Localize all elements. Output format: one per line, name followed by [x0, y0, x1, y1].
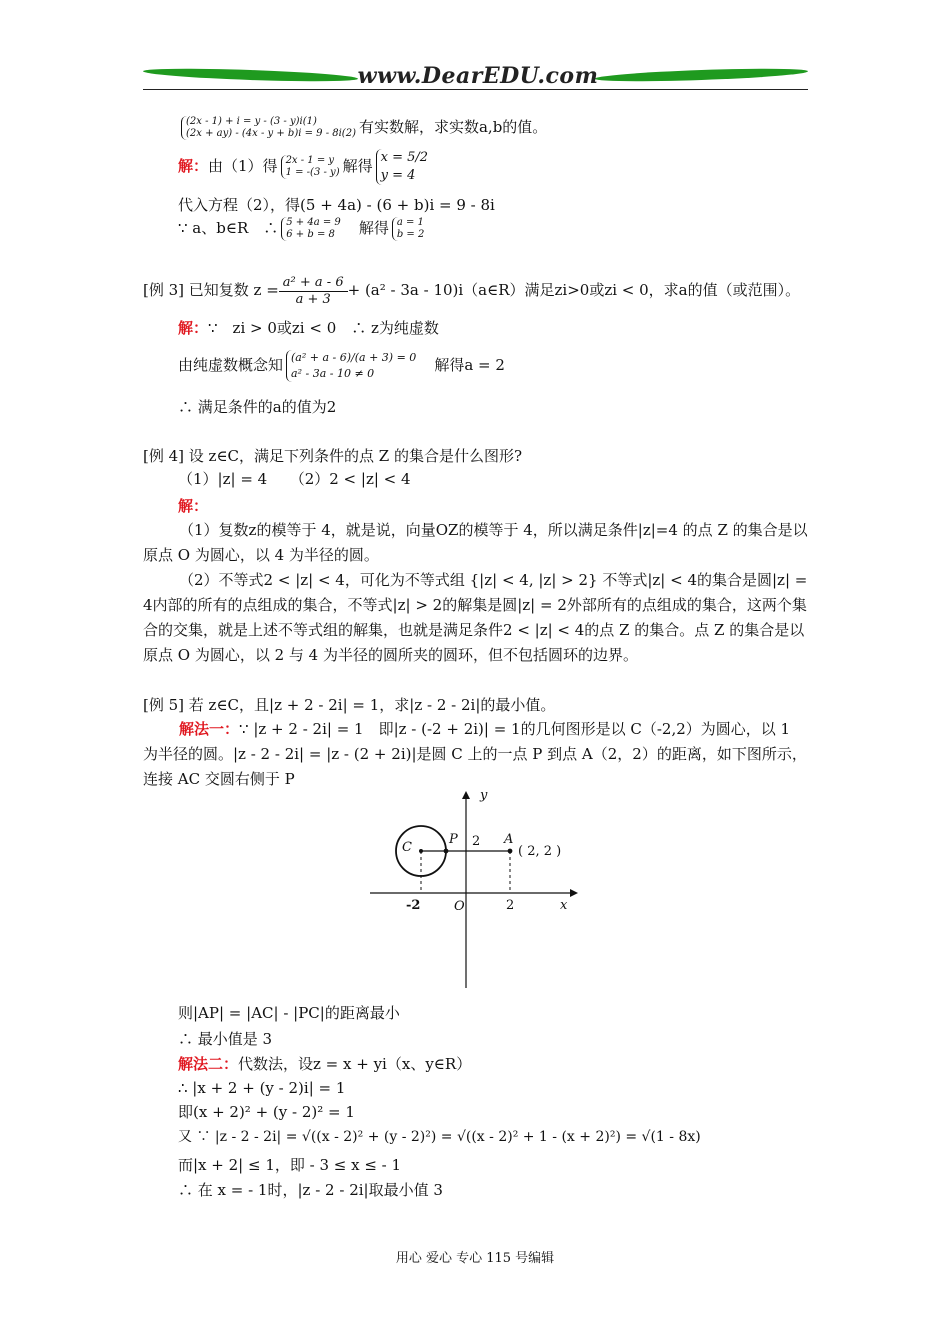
fraction-numerator: a² + a - 6: [279, 275, 348, 292]
example-5-method-2: [178, 1052, 471, 1076]
solution-text: ∵ zi > 0或zi < 0 ∴ z为纯虚数: [208, 319, 439, 337]
x-axis-arrow: [570, 889, 578, 897]
problem-text: 有实数解，求实数a,b的值。: [358, 118, 548, 136]
p-label: P: [449, 832, 458, 847]
y-axis-label: y: [480, 788, 488, 803]
coordinate-figure: [360, 785, 590, 995]
equation-system: [181, 116, 356, 140]
equation-1: (2x - 1) + i = y - (3 - y)i(1): [186, 116, 317, 127]
solution-label: 解：: [178, 319, 209, 337]
page-header: [143, 62, 808, 94]
result-system: [376, 149, 428, 185]
example-5-method-1: [143, 717, 808, 792]
example-3-text: + (a² - 3a - 10)i（a∈R）满足zi>0或zi < 0，求a的值（或范围）。: [347, 281, 801, 299]
result-2: y = 4: [380, 168, 416, 183]
example-4-problem: [例 4] 设 z∈C，满足下列条件的点 Z 的集合是什么图形?: [143, 447, 523, 465]
equation-system: [281, 155, 340, 179]
a-label: A: [504, 832, 514, 847]
origin-label: O: [454, 899, 465, 914]
example-5-min-value: ∴ 最小值是 3: [178, 1030, 273, 1048]
point-p: [444, 849, 449, 854]
result-1: x = 5/2: [380, 150, 429, 165]
example-3-problem: [143, 268, 800, 312]
method-2-line-6: ∴ 在 x = - 1时，|z - 2 - 2i|取最小值 3: [178, 1181, 443, 1199]
header-rule: [143, 89, 808, 90]
example-3-conclusion: ∴ 满足条件的a的值为2: [178, 398, 337, 416]
header-site-name: www.DearEDU.com: [357, 63, 599, 89]
tick-2-x: 2: [506, 898, 515, 913]
a-coordinates: ( 2, 2 ): [518, 844, 562, 859]
method-2-text: 代数法，设z = x + yi（x、y∈R）: [238, 1055, 472, 1073]
example-4-solution-label: [178, 494, 208, 518]
c-label: C: [402, 840, 412, 855]
page-footer: 用心 爱心 专心 115 号编辑: [395, 1251, 555, 1266]
equation-2: 1 = -(3 - y): [285, 167, 340, 178]
fraction: [279, 275, 348, 308]
result-1: a = 1: [396, 217, 424, 228]
tick-2-y: 2: [472, 834, 481, 849]
method-2-label: 解法二：: [178, 1055, 239, 1073]
tick-neg2: -2: [406, 898, 421, 913]
method-2-line-2: ∴ |x + 2 + (y - 2)i| = 1: [178, 1079, 346, 1097]
equation-system: [281, 217, 341, 241]
method-1-label: 解法一：: [179, 720, 240, 738]
example-4-paragraph-2: （2）不等式2 < |z| < 4，可化为不等式组 {|z| < 4, |z| > 2} 不等式|z| < 4的集合是圆|z| = 4内部的所有的点组成的集合，不等式|z| > 2的解集是圆|z| = 2外部所有的点组成的集合，这两个集合的交集，就是上述不等式组的解集，也就是满足条件2 < |z| < 4的点 Z 的集合。点 Z 的集合是以原点 O 为圆心，以 2 与 4 为半径的圆所夹的圆环，但不包括圆环的边界。: [143, 571, 808, 664]
equation-2: 6 + b = 8: [286, 229, 335, 240]
solution-label: 解：: [178, 497, 209, 515]
solution-line-2: 代入方程（2），得(5 + 4a) - (6 + b)i = 9 - 8i: [178, 196, 495, 214]
method-2-line-5: 而|x + 2| ≤ 1，即 - 3 ≤ x ≤ - 1: [178, 1156, 402, 1174]
header-leaf-left: [143, 66, 358, 83]
example-5-problem: [例 5] 若 z∈C，且|z + 2 - 2i| = 1，求|z - 2 - 2i|的最小值。: [143, 696, 556, 714]
solution-text: 解得a = 2: [434, 356, 505, 374]
x-axis-label: x: [560, 898, 568, 913]
example-4-paragraph-1: （1）复数z的模等于 4，就是说，向量OZ的模等于 4，所以满足条件|z|=4 的点 Z 的集合是以原点 O 为圆心，以 4 为半径的圆。: [143, 521, 808, 564]
equation-1: 2x - 1 = y: [285, 155, 335, 166]
solution-text: 由（1）得: [208, 157, 278, 175]
solution-text: ∵ a、b∈R ∴: [178, 219, 279, 237]
example-4-conditions: （1）|z| = 4 （2）2 < |z| < 4: [178, 470, 411, 488]
equation-1: (a² + a - 6)/(a + 3) = 0: [291, 351, 417, 364]
solution-line-1: [178, 143, 431, 189]
problem-line-1: [178, 115, 547, 140]
solution-text: 解得: [342, 157, 373, 175]
equation-1: 5 + 4a = 9: [286, 217, 341, 228]
solution-text: 解得: [358, 219, 389, 237]
method-1-text: ∵ |z + 2 - 2i| = 1 即|z - (-2 + 2i)| = 1的几何图形是以 C（-2,2）为圆心，以 1 为半径的圆。|z - 2 - 2i| = |z - (2 + 2i)|是圆 C 上的一点 P 到点 A（2，2）的距离，如下图所示，连接 AC 交圆右侧于 P: [143, 720, 807, 788]
solution-text: 由纯虚数概念知: [178, 356, 284, 374]
method-2-line-4: 又 ∵ |z - 2 - 2i| = √((x - 2)² + (y - 2)²) = √((x - 2)² + 1 - (x + 2)²) = √(1 - 8x): [178, 1129, 701, 1145]
y-axis-arrow: [462, 791, 470, 799]
solution-line-3: [178, 216, 427, 241]
solution-label: 解：: [178, 157, 209, 175]
method-2-line-3: 即(x + 2)² + (y - 2)² = 1: [178, 1103, 355, 1121]
result-system: [392, 217, 425, 241]
header-leaf-right: [595, 66, 808, 83]
fraction-denominator: a + 3: [295, 291, 331, 307]
example-3-solution: [178, 316, 439, 340]
example-5-line-ap: 则|AP| = |AC| - |PC|的距离最小: [178, 1004, 400, 1022]
equation-2: (2x + ay) - (4x - y + b)i = 9 - 8i(2): [186, 128, 356, 139]
example-3-line-2: [178, 340, 505, 390]
result-2: b = 2: [396, 229, 425, 240]
equation-2: a² - 3a - 10 ≠ 0: [291, 367, 375, 380]
equation-system: [286, 350, 416, 382]
example-3-text: [例 3] 已知复数 z =: [143, 281, 279, 299]
